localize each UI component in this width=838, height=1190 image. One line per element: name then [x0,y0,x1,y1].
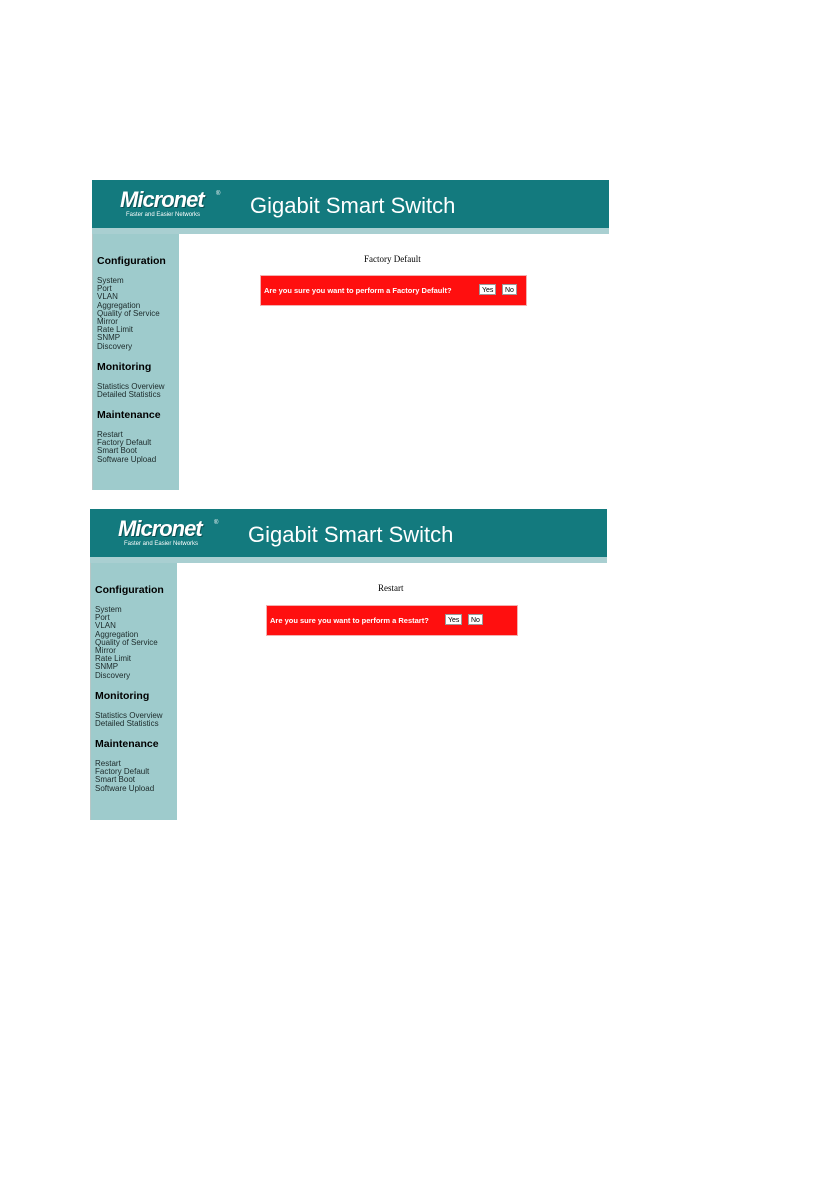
registered-mark: ® [214,520,219,526]
product-title: Gigabit Smart Switch [248,522,454,547]
monitoring-heading: Monitoring [95,690,150,702]
product-title: Gigabit Smart Switch [250,193,456,218]
confirm-prompt: Are you sure you want to perform a Restart? [270,616,429,625]
configuration-heading: Configuration [95,584,164,596]
micronet-logo [118,518,218,552]
maintenance-heading: Maintenance [97,409,161,421]
confirm-dialog [261,276,526,305]
micronet-logo [120,189,220,223]
sidebar-item-vlan[interactable]: VLAN [95,621,116,631]
monitoring-menu [95,712,163,728]
registered-mark: ® [216,191,221,197]
sidebar-menu [90,563,177,820]
logo-tagline: Faster and Easier Networks [126,212,201,218]
factory-default-screenshot [92,180,609,490]
logo-text: Micronet [118,516,202,541]
sidebar-item-port[interactable]: Port [95,613,110,623]
sidebar-item-restart[interactable]: Restart [95,759,121,768]
sidebar-item-restart[interactable]: Restart [97,430,123,439]
sidebar-menu [92,234,179,490]
sidebar-item-quality-of-service[interactable]: Quality of Service [95,637,158,647]
confirm-dialog [267,606,517,635]
configuration-menu [97,277,160,351]
sidebar-item-rate-limit[interactable]: Rate Limit [95,654,132,664]
configuration-heading: Configuration [97,255,166,267]
logo-tagline: Faster and Easier Networks [124,541,199,547]
monitoring-menu [97,383,165,399]
configuration-menu [95,606,158,680]
sidebar-item-aggregation[interactable]: Aggregation [97,300,141,310]
sidebar-item-detailed-statistics[interactable]: Detailed Statistics [97,390,161,400]
sidebar-item-smart-boot[interactable]: Smart Boot [95,775,136,785]
maintenance-menu [97,431,156,464]
sidebar-item-detailed-statistics[interactable]: Detailed Statistics [95,719,159,729]
confirm-prompt: Are you sure you want to perform a Factory Default? [264,286,452,295]
maintenance-heading: Maintenance [95,738,159,750]
monitoring-heading: Monitoring [97,361,152,373]
sidebar-item-port[interactable]: Port [97,284,112,294]
sidebar-item-vlan[interactable]: VLAN [97,292,118,302]
sidebar-item-discovery[interactable]: Discovery [95,670,131,680]
sidebar-item-snmp[interactable]: SNMP [95,662,119,672]
sidebar-item-mirror[interactable]: Mirror [95,646,116,656]
sidebar-item-software-upload[interactable]: Software Upload [97,454,157,464]
sidebar-item-quality-of-service[interactable]: Quality of Service [97,308,160,318]
yes-button[interactable]: Yes [479,284,496,295]
sidebar-item-system[interactable]: System [95,605,122,614]
sidebar-item-snmp[interactable]: SNMP [97,333,121,343]
restart-screenshot [90,509,607,820]
app-header [92,180,609,228]
no-button[interactable]: No [502,284,517,295]
logo-text: Micronet [120,187,204,212]
sidebar-item-statistics-overview[interactable]: Statistics Overview [95,711,163,720]
sidebar-item-discovery[interactable]: Discovery [97,341,133,351]
sidebar-item-rate-limit[interactable]: Rate Limit [97,325,134,335]
sidebar-item-aggregation[interactable]: Aggregation [95,629,139,639]
sidebar-item-software-upload[interactable]: Software Upload [95,783,155,793]
sidebar-item-system[interactable]: System [97,276,124,285]
no-button[interactable]: No [468,614,483,625]
app-header [90,509,607,557]
maintenance-menu [95,760,154,793]
sidebar-item-factory-default[interactable]: Factory Default [95,767,150,777]
sidebar-item-mirror[interactable]: Mirror [97,317,118,327]
main-content [177,563,607,820]
page-title: Restart [378,583,404,593]
yes-button[interactable]: Yes [445,614,462,625]
sidebar-item-factory-default[interactable]: Factory Default [97,438,152,448]
sidebar-item-smart-boot[interactable]: Smart Boot [97,446,138,456]
sidebar-item-statistics-overview[interactable]: Statistics Overview [97,382,165,391]
page-title: Factory Default [364,254,421,264]
main-content [179,234,609,490]
